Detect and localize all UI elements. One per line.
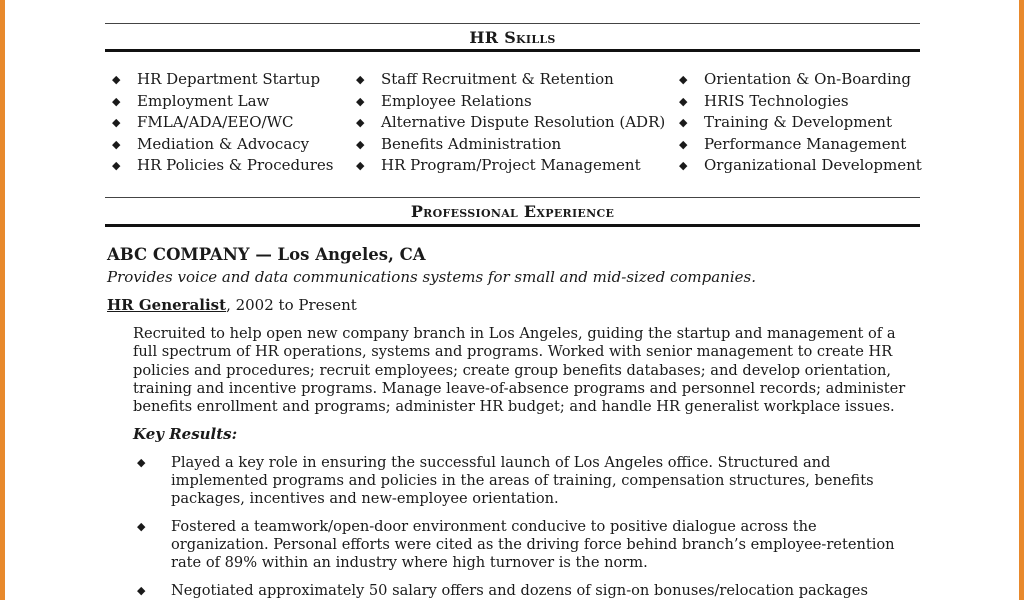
- result-line: Played a key role in ensuring the successful launch of Los Angeles office. Structured and: [171, 454, 831, 471]
- key-results-label: Key Results:: [133, 425, 238, 443]
- divider: [105, 224, 920, 227]
- job-dates: , 2002 to Present: [226, 296, 357, 314]
- bullet-icon: ◆: [137, 520, 146, 533]
- skill-item: Mediation & Advocacy: [137, 134, 310, 153]
- result-line: organization. Personal efforts were cited as the driving force behind branch’s employee-retention: [171, 536, 895, 553]
- divider: [105, 23, 920, 24]
- skill-item: Employment Law: [137, 91, 270, 110]
- company-name: ABC COMPANY — Los Angeles, CA: [107, 245, 426, 264]
- skill-item: Training & Development: [704, 113, 892, 132]
- divider: [105, 197, 920, 198]
- bullet-icon: ◆: [679, 116, 688, 130]
- summary-line: benefits enrollment and programs; administer HR budget; and handle HR generalist workplace issues.: [133, 398, 895, 416]
- bullet-icon: ◆: [356, 116, 365, 130]
- skill-item: Performance Management: [704, 134, 907, 153]
- skill-item: Orientation & On-Boarding: [704, 70, 912, 88]
- result-line: Fostered a teamwork/open-door environment conducive to positive dialogue across the: [171, 518, 817, 535]
- company-description: Provides voice and data communications systems for small and mid-sized companies.: [107, 268, 756, 286]
- bullet-icon: ◆: [112, 94, 121, 108]
- bullet-icon: ◆: [679, 159, 688, 173]
- result-line: implemented programs and policies in the areas of training, compensation structures, benefits: [171, 472, 874, 489]
- section-heading-experience: Professional Experience: [410, 202, 615, 221]
- skill-item: Organizational Development: [704, 156, 922, 175]
- bullet-icon: ◆: [679, 137, 688, 151]
- result-line: packages, incentives and new-employee orientation.: [171, 490, 559, 507]
- bullet-icon: ◆: [679, 94, 688, 108]
- result-line: rate of 89% within an industry where high turnover is the norm.: [171, 554, 648, 571]
- summary-line: full spectrum of HR operations, systems and programs. Worked with senior management to create HR: [133, 343, 893, 361]
- bullet-icon: ◆: [137, 456, 146, 469]
- skill-item: Alternative Dispute Resolution (ADR): [381, 113, 666, 132]
- bullet-icon: ◆: [112, 159, 121, 173]
- result-line: Negotiated approximately 50 salary offers and dozens of sign-on bonuses/relocation packages: [171, 582, 868, 599]
- bullet-icon: ◆: [356, 137, 365, 151]
- skill-item: HR Policies & Procedures: [137, 156, 334, 175]
- bullet-icon: ◆: [112, 116, 121, 130]
- job-title: HR Generalist: [107, 296, 227, 314]
- divider: [105, 49, 920, 52]
- bullet-icon: ◆: [356, 159, 365, 173]
- bullet-icon: ◆: [679, 73, 688, 86]
- bullet-icon: ◆: [356, 94, 365, 108]
- bullet-icon: ◆: [137, 584, 146, 597]
- skill-item: FMLA/ADA/EEO/WC: [137, 113, 294, 132]
- summary-line: policies and procedures; recruit employees; create group benefits databases; and develop orientation,: [133, 361, 892, 379]
- summary-line: training and incentive programs. Manage leave-of-absence programs and personnel records; administer: [133, 379, 906, 397]
- bullet-icon: ◆: [112, 137, 121, 151]
- skill-item: HR Department Startup: [137, 70, 321, 88]
- section-heading-hr-skills: HR Skills: [469, 28, 556, 47]
- bullet-icon: ◆: [112, 73, 121, 86]
- summary-line: Recruited to help open new company branch in Los Angeles, guiding the startup and management of a: [133, 325, 896, 342]
- skill-item: Staff Recruitment & Retention: [381, 70, 614, 88]
- page-border-right: [1019, 0, 1024, 600]
- page-border-left: [0, 0, 5, 600]
- skill-item: Benefits Administration: [381, 134, 562, 153]
- skill-item: Employee Relations: [381, 91, 532, 110]
- job-line: [107, 296, 357, 314]
- skill-item: HR Program/Project Management: [381, 156, 641, 175]
- skill-item: HRIS Technologies: [704, 91, 849, 110]
- bullet-icon: ◆: [356, 73, 365, 86]
